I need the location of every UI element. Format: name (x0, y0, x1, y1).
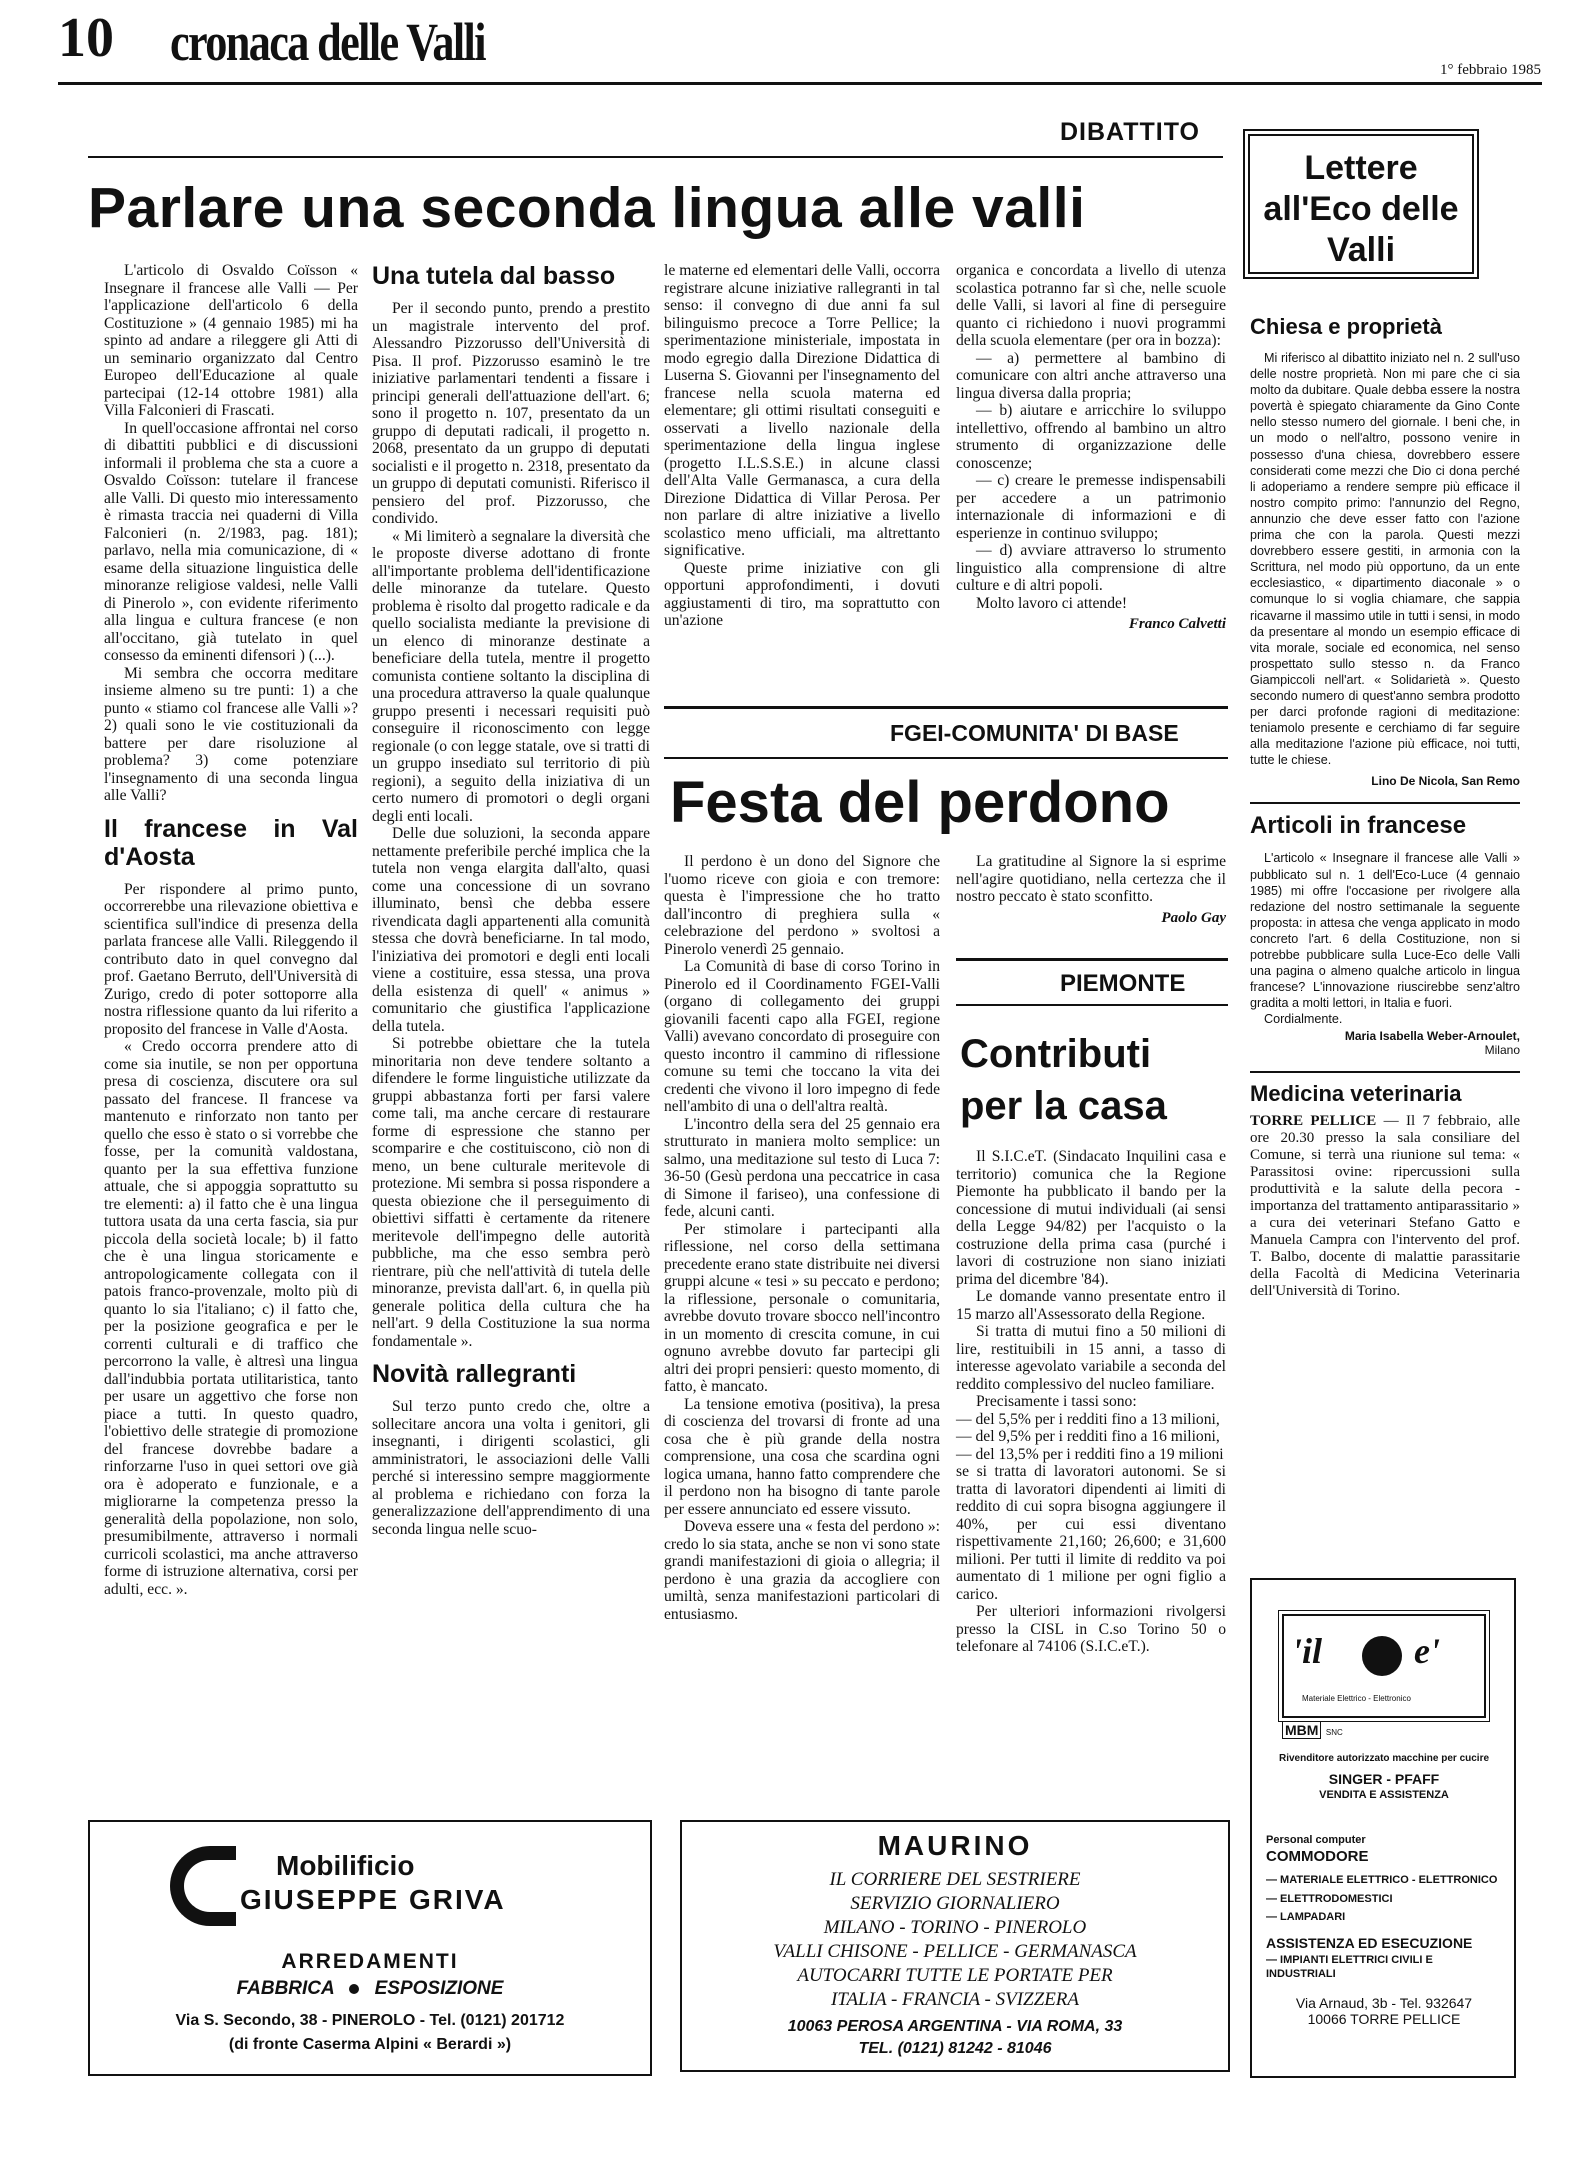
paragraph: — d) avviare attraverso lo strumento linguistico alla comprensione di altre culture e di altri popoli. (956, 542, 1226, 594)
paragraph: — b) aiutare e arricchire lo sviluppo intellettivo, offrendo al bambino un altro strumento di organizzazione delle conoscenze; (956, 402, 1226, 472)
griva-esposizione: ESPOSIZIONE (374, 1978, 504, 1999)
paragraph: In quell'occasione affrontai nel corso di dibattiti pubblici e di discussioni informali il problema che sta a cuore a Osvaldo Coïsson: tutelare il francese alle Valli. Di questo mio interessamento è rimasta traccia nei quaderni di Villa Falconieri (n. 2/1983, pag. 181); parlavo, nella mia comunicazione, di « esame della situazione linguistica delle minoranze religiose valdesi, nelle Valli di Pinerolo », con evidente riferimento alla lingua e cultura francese (e non all'occitano, già tutelato in quel consesso da eminenti difensori ) (...). (104, 419, 358, 664)
ad-griva (88, 1820, 652, 2076)
paragraph: L'incontro della sera del 25 gennaio era strutturato in maniera molto semplice: un salmo, una meditazione sul testo di Luca 7: 36-50 (Gesù perdona una peccatrice in casa di Simone il fariseo), una confessione di fede, alcuni canti. (664, 1115, 940, 1220)
kicker-piemonte: PIEMONTE (1060, 970, 1186, 997)
griva-logo-icon (170, 1846, 236, 1926)
paragraph: Queste prime iniziative con gli opportuni approfondimenti, i dovuti aggiustamenti di tiro, ma soprattutto con un'azione (664, 559, 940, 629)
paragraph: le materne ed elementari delle Valli, occorra registrare alcune iniziative rallegranti in tal senso: il convegno di due anni fa sul bilinguismo precoce a Torre Pellice; la sperimentazione ministeriale, impostata in modo egregio dalla Direzione Didattica di Luserna S. Giovanni per l'insegnamento del francese nella scuola materna ed elementare; gli ottimi risultati conseguiti e osservati a livello nazionale della sperimentazione della lingua inglese (progetto I.L.S.S.E.) in alcune classi dell'Alta Valle Germanasca, a cura della Direzione Didattica di Villar Perosa. Per non parlare di altre iniziative a livello scolastico meno ufficiali, ma altrettanto significative. (664, 262, 940, 559)
paragraph: Sul terzo punto credo che, oltre a sollecitare ancora una volta i genitori, gli insegnanti, i dirigenti scolastici, gli amministratori, le associazioni delle Valli perché si interessino sempre maggiormente al problema e richiedano con forza la generalizzazione dell'apprendimento di una seconda lingua nelle scuo- (372, 1398, 650, 1538)
page-number: 10 (58, 7, 114, 69)
medicina-title: Medicina veterinaria (1250, 1081, 1462, 1107)
paragraph: Le domande vanno presentate entro il 15 marzo all'Assessorato della Regione. (956, 1288, 1226, 1323)
ad-line: Via Arnaud, 3b - Tel. 932647 (1295, 1995, 1473, 2011)
ad-line: — IMPIANTI ELETTRICI CIVILI E INDUSTRIALI (1266, 1954, 1433, 1980)
medicina-body: — Il 7 febbraio, alle ore 20.30 presso la sala consiliare del Comune, si terrà una riunione sul tema: « Parassitosi ovine: ripercussioni sulla produttività e la salute della pecora - importanza del trattamento antiparassitario » a cura dei veterinari Stefano Gatto e Manuela Campra con l'intervento del prof. T. Balbo, docente di malattie parassitarie della Facoltà di Medicina Veterinaria dell'Università di Torino. (1250, 1113, 1520, 1300)
paragraph: Precisamente i tassi sono: (976, 1393, 1137, 1410)
headline-festa: Festa del perdono (670, 770, 1170, 835)
letter-body: L'articolo « Insegnare il francese alle Valli » pubblicato sul n. 1 dell'Eco-Luce (4 gennaio 1985) mi offre l'occasione per rivolgere alla redazione del nostro settimanale la seguente proposta: in attesa che venga applicato in modo concreto l'art. 6 della Costituzione, non si potrebbe pubblicare sulla Luce-Eco delle Valli una pagina o almeno qualche articolo in lingua francese? L'innovazione riuscirebbe senz'altro gradita a molti lettori, in Italia e fuori. (1250, 851, 1520, 1011)
paragraph: Si potrebbe obiettare che la tutela minoritaria non deve tendere soltanto a difendere le forme linguistiche utilizzate da gruppi abbastanza forti per farsi valere come tali, ma anche cercare di restaurare forme di espressione che stanno per scomparire e che costituiscono, ciò non di meno, un bene culturale meritevole di protezione. Mi sembra si possa rispondere a questa obiezione che il perseguimento di obiettivi siffatti è certamente da ritenere meritevole dell'impegno delle autorità pubbliche, ma che esso sembra però rientrare, più che nell'attività di tutela delle minoranze, prevista dall'art. 6, in quella più generale politica della cultura che ha nell'art. 9 della Costituzione la sua norma fondamentale ». (372, 1035, 650, 1350)
letter-closing: Cordialmente. (1264, 1012, 1343, 1027)
section-rule (956, 958, 1228, 961)
maurino-line: IL CORRIERE DEL SESTRIERE (829, 1869, 1081, 1890)
subhead-novita: Novità rallegranti (372, 1360, 577, 1388)
ad-maurino (680, 1820, 1230, 2072)
paragraph: Mi sembra che occorra meditare insieme almeno su tre punti: 1) a che punto « stiamo col francese alle Valli »? 2) quali sono le vie costituzionali da battere per dare risoluzione al problema? 3) come potenziare l'insegnamento di una seconda lingua alle Valli? (104, 664, 358, 804)
paragraph: Il perdono è un dono del Signore che l'uomo riceve con gioia e con tremore: questa è l'impressione che ho tratto dall'incontro di preghiera sulla « celebrazione del perdono » svoltosi a Pinerolo venerdì 25 gennaio. (664, 853, 940, 958)
griva-line: (di fronte Caserma Alpini « Berardi ») (228, 2036, 512, 2053)
letters-box (1248, 134, 1474, 274)
festa-col-2 (956, 853, 1226, 927)
maurino-lines (682, 1868, 1228, 2012)
rate-item: — del 13,5% per i redditi fino a 19 milioni (956, 1445, 1224, 1463)
paragraph: se si tratta di lavoratori autonomi. Se si tratta di lavoratori dipendenti ai limiti di reddito di cui sopra bisogna aggiungere il 40%, per cui essi diventano rispettivamente 21,160; 26,600; e 31,600 milioni. Per tutti il limite di reddito va poi aumentato di 1 milione per ogni figlio a carico. (956, 1463, 1226, 1603)
masthead: cronaca delle Valli (170, 12, 485, 72)
subhead-tutela: Una tutela dal basso (372, 262, 616, 290)
signature-calvetti: Franco Calvetti (1128, 616, 1226, 632)
brand-suffix: SNC (1325, 1728, 1343, 1737)
paragraph: La gratitudine al Signore la si esprime nell'agire quotidiano, nella certezza che il nostro peccato è stato sconfitto. (956, 853, 1226, 905)
ad-line: Rivenditore autorizzato macchine per cucire (1278, 1753, 1490, 1764)
main-col-3 (664, 262, 940, 630)
subhead-francese: Il francese in Val d'Aosta (104, 814, 358, 871)
kicker-dibattito: DIBATTITO (1060, 118, 1201, 146)
logo-subtitle: Materiale Elettrico - Elettronico (1302, 1694, 1411, 1703)
sidebar-rule (1250, 802, 1520, 804)
paragraph: La tensione emotiva (positiva), la presa di coscienza del trovarsi di fronte ad una cosa che è più grande della nostra comprensione, una cosa che scardina ogni logica umana, hanno fatto comprendere che il perdono non ha bisogno di tante parole per essere annunciato ed essere vissuto. (664, 1395, 940, 1518)
paragraph: Molto lavoro ci attende! (976, 594, 1128, 612)
medicina-place: TORRE PELLICE (1250, 1113, 1377, 1130)
griva-line: ARREDAMENTI (281, 1950, 459, 1973)
letters-box-title: Lettere all'Eco delle Valli (1263, 149, 1459, 269)
headline-line: Contributi (960, 1032, 1152, 1076)
sidebar-letters (1250, 314, 1520, 1300)
paragraph: Il S.I.C.eT. (Sindacato Inquilini casa e territorio) comunica che la Regione Piemonte ha pubblicato il bando per la concessione di mutui individuali (ai sensi della Legge 94/82) per l'acquisto o la costruzione della prima casa (purché i lavori di costruzione non siano iniziati prima del dicembre '84). (956, 1148, 1226, 1288)
header-rule (58, 82, 1542, 85)
ad-mbm (1250, 1578, 1516, 2078)
ad-line: COMMODORE (1266, 1848, 1369, 1865)
ad-mbm-logo (1282, 1614, 1486, 1718)
rate-item: — del 9,5% per i redditi fino a 16 milioni, (956, 1428, 1220, 1445)
section-rule (664, 706, 1228, 709)
headline-contributi (960, 1028, 1167, 1132)
griva-line (90, 1978, 650, 2000)
griva-line: Via S. Secondo, 38 - PINEROLO - Tel. (0121) 201712 (175, 2012, 565, 2029)
paragraph: — c) creare le premesse indispensabili per accedere a un patrimonio internazionale di informazioni e di esperienze in continuo sviluppo; (956, 472, 1226, 542)
maurino-line: VALLI CHISONE - PELLICE - GERMANASCA (773, 1941, 1137, 1962)
maurino-name: MAURINO (877, 1830, 1033, 1861)
kicker-fgei: FGEI-COMUNITA' DI BASE (890, 720, 1179, 746)
paragraph: La Comunità di base di corso Torino in Pinerolo ed il Coordinamento FGEI-Valli (organo di collegamento dei gruppi giovanili facenti capo alla FGEI, regione Valli) avevano concordato di proseguire con questo incontro il cammino di riflessione comune su temi che toccano la vita dei credenti che vivono il loro impegno di fede nell'ambito di una o dell'altra realtà. (664, 958, 940, 1115)
griva-fabbrica: FABBRICA (236, 1978, 335, 1999)
letter-signature: Lino De Nicola, San Remo (1371, 774, 1520, 789)
logo-text-left: 'il (1292, 1631, 1323, 1671)
griva-line: Mobilificio (276, 1850, 415, 1881)
bullet-icon (349, 1984, 359, 1994)
paragraph: Delle due soluzioni, la seconda appare nettamente preferibile perché implica che la tutela non venga elargita dall'alto, quasi come una concessione di un sovrano illuminato, bensì che debba essere rivendicata dagli appartenenti alla comunità stessa che dovrà beneficiarne. In tal modo, l'iniziativa dei promotori e degli enti locali viene a costituire, essa stessa, una prova della esistenza di quell' « animus » comunitario che giustifica l'applicazione della tutela. (372, 825, 650, 1035)
logo-dot-icon (1362, 1636, 1402, 1676)
ad-mbm-brand (1282, 1722, 1343, 1740)
letter-signature: Maria Isabella Weber-Arnoulet, (1344, 1029, 1520, 1044)
contributi-body (956, 1148, 1226, 1656)
main-col-1 (104, 262, 358, 1598)
brand-name: MBM (1282, 1721, 1321, 1739)
paragraph: Doveva essere una « festa del perdono »: credo lo sia stata, anche se non vi sono state grandi manifestazioni di gioia o allegria; il perdono è una grazia da accogliere con umiltà, senza manifestazioni particolari di entusiasmo. (664, 1518, 940, 1623)
ad-mbm-list (1266, 1834, 1502, 2027)
ad-line: VENDITA E ASSISTENZA (1319, 1789, 1449, 1801)
signature-gay: Paolo Gay (1161, 909, 1226, 926)
ad-mbm-text (1266, 1752, 1502, 1801)
paragraph: Per ulteriori informazioni rivolgersi presso la CISL in C.so Torino 50 o telefonare al 74106 (S.I.C.eT.). (956, 1603, 1226, 1655)
paragraph: Per rispondere al primo punto, occorrerebbe una rilevazione obiettiva e scientifica sull'indice di presenza della parlata francese alle Valli. Rileggendo il contributo dato in quel convegno dal prof. Gaetano Berruto, dell'Università di Zurigo, credo di poter sottoporre alla nostra riflessione quanto da lui riferito a proposito del francese in Valle d'Aosta. (104, 880, 358, 1038)
sidebar-rule (1250, 1071, 1520, 1073)
letter-title-chiesa: Chiesa e proprietà (1250, 314, 1442, 339)
paragraph: « Mi limiterò a segnalare la diversità che le proposte diverse adottano di fronte all'importante problema dell'identificazione delle minoranze da tutelare. Questo problema è risolto dal progetto radicale e da quello socialista mediante la previsione di un elenco di minoranze destinate a beneficiare della tutela, mentre il progetto comunista contiene soltanto la disciplina di una procedura attraverso la quale qualunque gruppo presenti i necessari requisiti può conseguire il riconoscimento con legge regionale (o con legge statale, ove si tratti di un gruppo insediato sul territorio di più regioni), a seguito della iniziativa di un certo numero di promotori o degli organi degli enti locali. (372, 527, 650, 825)
logo-text-right: e' (1414, 1631, 1440, 1671)
paragraph: Per il secondo punto, prendo a prestito un magistrale intervento del prof. Alessandro Pizzorusso dell'Università di Pisa. Il prof. Pizzorusso esaminò le tre iniziative parlamentari tendenti a fissare i principi generali dell'attuazione dell'art. 6; sono il progetto n. 107, presentato da un gruppo di deputati radicali, il progetto n. 2068, presentato da un gruppo di deputati socialisti e il progetto n. 2318, presentato da un gruppo di deputati comunisti. Riferisco il pensiero del prof. Pizzorusso, che condivido. (372, 300, 650, 527)
issue-date: 1° febbraio 1985 (1440, 62, 1541, 78)
ad-line: 10066 TORRE PELLICE (1307, 2011, 1461, 2027)
paragraph: organica e concordata a livello di utenza scolastica potranno far sì che, nelle scuole delle Valli, si lavori al fine di perseguire quanto ci richiedono i nuovi programmi della scuola elementare (per ora in bozza): (956, 262, 1226, 349)
rate-item: — del 5,5% per i redditi fino a 13 milioni, (956, 1410, 1220, 1428)
paragraph: Si tratta di mutui fino a 50 milioni di lire, restituibili in 15 anni, a tasso di interesse agevolato variabile a seconda del reddito complessivo del nucleo familiare. (956, 1323, 1226, 1393)
maurino-line: ITALIA - FRANCIA - SVIZZERA (830, 1989, 1080, 2010)
ad-line: — LAMPADARI (1266, 1911, 1346, 1923)
paragraph: « Credo occorra prendere atto di come sia inutile, se non per opportuna presa di coscienza, discutere ora sul passato del francese. Il francese va mantenuto e rinforzato non tanto per quello che esso è stato o si vorrebbe che fosse, per la comunità valdostana, quanto per la sua effettiva funzione attuale, che si appoggia soprattutto su tre elementi: a) il fatto che è una lingua tuttora usata da una certa fascia, sia pur piccola della società locale; b) il fatto che è una lingua storicamente e antropologicamente collegata con il patois franco-provenzale, molto più di quanto lo sia l'italiano; c) il fatto che, per la posizione geografica e per le correnti culturali e di traffico che percorrono la valle, è altresì una lingua dall'indubbia portata utilitaristica, tanto per usare un aggettivo che forse non piace a tutti. In questo quadro, l'obiettivo delle strategie di promozione del francese dovrebbe badare a rinforzarne l'uso in quei settori ove già ora è adoperato e funzionale, e a migliorarne la competenza presso la generalità della popolazione, non solo, presumibilmente, attraverso i normali curricoli scolastici, ma anche attraverso forme di istruzione alternativa, corsi per adulti, ecc. ». (104, 1038, 358, 1598)
maurino-line: SERVIZIO GIORNALIERO (850, 1893, 1060, 1914)
contrib-kicker-rule (956, 1004, 1228, 1006)
ad-line: SINGER - PFAFF (1328, 1771, 1440, 1787)
headline-line: per la casa (960, 1084, 1167, 1128)
letter-body: Mi riferisco al dibattito iniziato nel n. 2 sull'uso delle nostre proprietà. Non mi pare che ci sia molto da dubitare. Quale debba essere la nostra povertà è spiegato chiaramente da Gino Conte nello stesso numero del giornale. I beni che, in un modo o nell'altro, possono venire in possesso d'una chiesa, dovrebbero essere considerati come mezzi che Dio ci dona perché li adoperiamo a rendere sempre più efficace il nostro compito primo: l'annunzio del Regno, annunzio che deve esser fatto con l'azione prima che con la parola. Questi mezzi dovrebbero essere gestiti, in armonia con la Scrittura, nel modo più opportuno, da un ente ecclesiastico, « dipartimento diaconale » o comunque lo si voglia chiamare, che sappia ricavarne il massimo utile in tutti i sensi, in modo da presentare al mondo un esempio efficace di vita morale, sociale ed economica, nel senso prospettato sullo stesso n. da Franco Giampiccoli nell'art. « Solidarietà ». Questo secondo numero di quest'anno sembra prodotto per darci profonde ragioni di meditazione: teniamolo presente e cerchiamo di far seguire alla meditazione l'azione più efficace, noi tutti, tutte le chiese. (1250, 351, 1520, 768)
maurino-address: 10063 PEROSA ARGENTINA - VIA ROMA, 33 (787, 2018, 1123, 2035)
maurino-line: MILANO - TORINO - PINEROLO (823, 1917, 1087, 1938)
festa-kicker-rule (664, 757, 1228, 759)
letter-title-francese: Articoli in francese (1250, 812, 1467, 840)
main-col-4 (956, 262, 1226, 634)
festa-col-1 (664, 853, 940, 1623)
paragraph: — a) permettere al bambino di comunicare con altri anche attraverso una lingua diversa dalla propria; (956, 349, 1226, 402)
letter-city: Milano (1484, 1043, 1520, 1058)
ad-line: ASSISTENZA ED ESECUZIONE (1266, 1935, 1473, 1951)
maurino-tel: TEL. (0121) 81242 - 81046 (858, 2040, 1052, 2057)
ad-line: — MATERIALE ELETTRICO - ELETTRONICO (1266, 1874, 1498, 1886)
main-col-2 (372, 262, 650, 1538)
ad-line: Personal computer (1266, 1834, 1366, 1846)
paragraph: Per stimolare i partecipanti alla riflessione, nel corso della settimana precedente erano state distribuite nei diversi gruppi alcune « tesi » su peccato e perdono; la riflessione, personale o comunitaria, avrebbe dovuto trovare sbocco nell'incontro in un momento di crescita comune, in cui ognuno avrebbe dovuto far partecipi gli altri dei propri pensieri: questo momento, di fatto, è mancato. (664, 1220, 940, 1395)
headline-main: Parlare una seconda lingua alle valli (88, 176, 1086, 240)
ad-line: — ELETTRODOMESTICI (1266, 1893, 1393, 1905)
griva-line: GIUSEPPE GRIVA (240, 1884, 506, 1915)
paragraph: L'articolo di Osvaldo Coïsson « Insegnare il francese alle Valli — Per l'applicazione dell'articolo 6 della Costituzione » (4 gennaio 1985) mi ha spinto ad andare a rileggere gli Atti di un seminario organizzato dal Centro Europeo dell'Educazione al quale partecipai (12-14 ottobre 1981) alla Villa Falconieri di Frascati. (104, 262, 358, 419)
maurino-line: AUTOCARRI TUTTE LE PORTATE PER (797, 1965, 1113, 1986)
kicker-rule (88, 156, 1223, 158)
